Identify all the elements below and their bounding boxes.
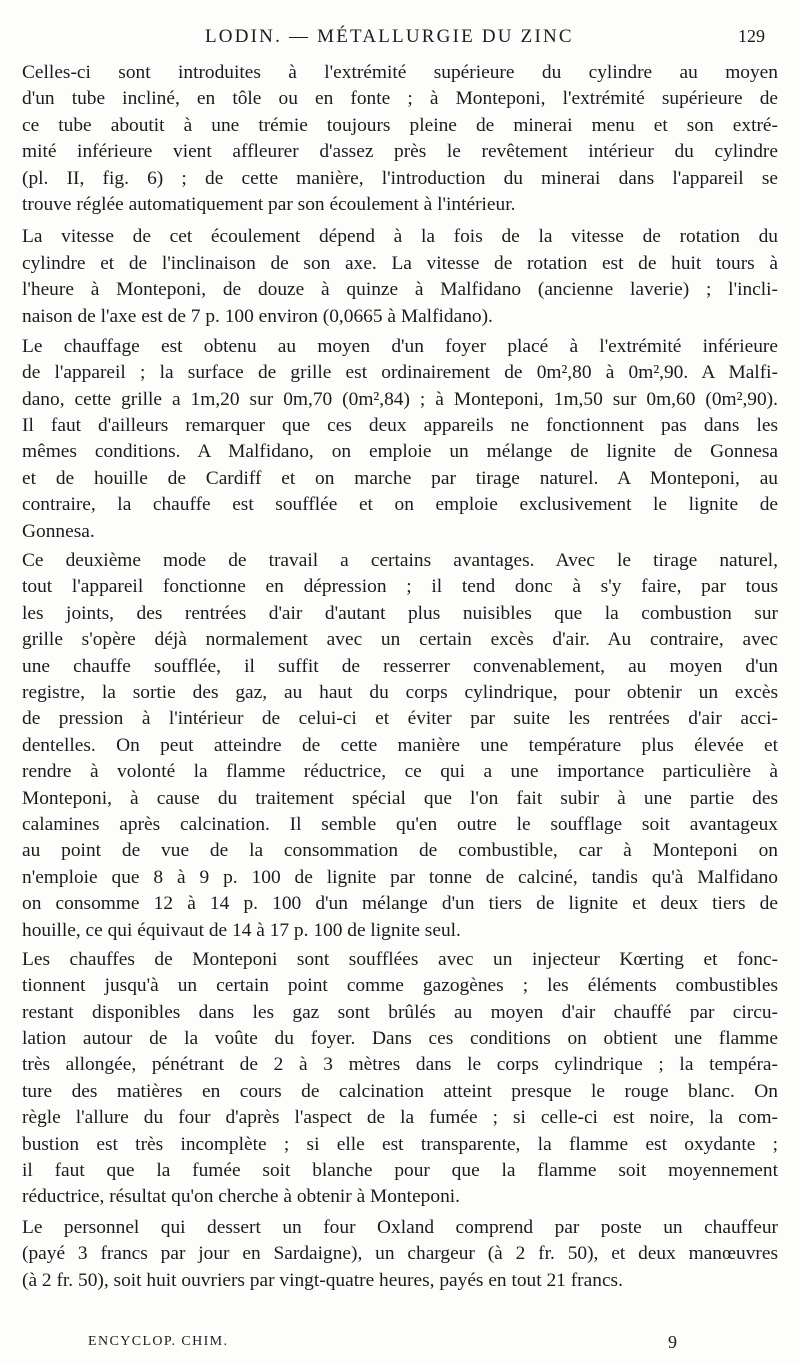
text-line: règle l'allure du four d'après l'aspect de la fumée ; si celle-ci est noire, la com- (22, 1107, 778, 1129)
page-footer (0, 1334, 800, 1358)
text-line: d'un tube incliné, en tôle ou en fonte ; à Monteponi, l'extrémité supérieure de (22, 88, 778, 110)
signature-mark: ENCYCLOP. CHIM. (88, 1334, 229, 1349)
paragraph (22, 947, 778, 1211)
text-line: Monteponi, à cause du traitement spécial que l'on fait subir à une partie des (22, 787, 778, 809)
text-line: Ce deuxième mode de travail a certains avantages. Avec le tirage naturel, (22, 550, 778, 572)
text-line: trouve réglée automatiquement par son écoulement à l'intérieur. (22, 193, 516, 215)
signature-number: 9 (668, 1332, 677, 1352)
paragraph (22, 334, 778, 545)
text-line: Gonnesa. (22, 520, 95, 542)
text-line: l'heure à Monteponi, de douze à quinze à Malfidano (ancienne laverie) ; l'incli- (22, 279, 778, 301)
text-line: dentelles. On peut atteindre de cette manière une température plus élevée et (22, 734, 778, 756)
text-line: mité inférieure vient affleurer d'assez près le revêtement intérieur du cylindre (22, 141, 778, 163)
text-line: La vitesse de cet écoulement dépend à la fois de la vitesse de rotation du (22, 226, 778, 248)
running-head (0, 20, 800, 50)
text-line: tionnent jusqu'à un certain point comme gazogènes ; les éléments combustibles (22, 975, 778, 997)
text-line: calamines après calcination. Il semble qu'en outre le soufflage soit avantageux (22, 813, 778, 835)
text-line: et de houille de Cardiff et on marche par tirage naturel. A Monteponi, au (22, 467, 778, 489)
text-line: bustion est très incomplète ; si elle est transparente, la flamme est oxydante ; (22, 1133, 778, 1155)
text-line: très allongée, pénétrant de 2 à 3 mètres dans le corps cylindrique ; la tempéra- (22, 1054, 778, 1076)
text-line: contraire, la chauffe est soufflée et on emploie exclusivement le lignite de (22, 494, 778, 516)
text-line: mêmes conditions. A Malfidano, on emploie un mélange de lignite de Gonnesa (22, 441, 778, 463)
text-line: Celles-ci sont introduites à l'extrémité supérieure du cylindre au moyen (22, 62, 778, 83)
text-line: registre, la sortie des gaz, au haut du corps cylindrique, pour obtenir un excès (22, 681, 778, 703)
text-line: restant disponibles dans les gaz sont brûlés au moyen d'air chauffé par circu- (22, 1001, 778, 1023)
paragraph (22, 1215, 778, 1294)
text-line: au point de vue de la consommation de combustible, car à Monteponi on (22, 840, 778, 862)
text-line: il faut que la fumée soit blanche pour que la flamme soit moyennement (22, 1160, 778, 1182)
paragraph (22, 60, 778, 218)
text-line: dano, cette grille a 1m,20 sur 0m,70 (0m²,84) ; à Monteponi, 1m,50 sur 0m,60 (0m²,90). (22, 388, 778, 410)
text-line: ce tube aboutit à une trémie toujours pleine de minerai menu et son extré- (22, 114, 778, 136)
text-line: Les chauffes de Monteponi sont soufflées avec un injecteur Kœrting et fonc- (22, 948, 778, 970)
text-line: lation autour de la voûte du foyer. Dans ces conditions on obtient une flamme (22, 1028, 778, 1050)
text-line: rendre à volonté la flamme réductrice, ce qui a une importance particulière à (22, 761, 778, 783)
text-line: naison de l'axe est de 7 p. 100 environ (0,0665 à Malfidano). (22, 305, 493, 327)
text-line: (payé 3 francs par jour en Sardaigne), un chargeur (à 2 fr. 50), et deux manœuvres (22, 1243, 778, 1265)
text-line: une chauffe soufflée, il suffit de resserrer convenablement, au moyen d'un (22, 655, 778, 677)
text-line: on consomme 12 à 14 p. 100 d'un mélange d'un tiers de lignite et deux tiers de (22, 893, 778, 915)
text-line: réductrice, résultat qu'on cherche à obtenir à Monteponi. (22, 1186, 460, 1208)
text-line: de l'appareil ; la surface de grille est ordinairement de 0m²,80 à 0m²,90. A Malfi- (22, 362, 778, 384)
running-head-title: LODIN. — MÉTALLURGIE DU ZINC (205, 26, 574, 47)
text-line: tout l'appareil fonctionne en dépression ; il tend donc à s'y faire, par tous (22, 576, 778, 598)
text-line: (à 2 fr. 50), soit huit ouvriers par vingt-quatre heures, payés en tout 21 francs. (22, 1269, 623, 1291)
paragraph (22, 548, 778, 944)
text-line: (pl. II, fig. 6) ; de cette manière, l'introduction du minerai dans l'appareil se (22, 167, 778, 189)
text-line: n'emploie que 8 à 9 p. 100 de lignite par tonne de calciné, tandis qu'à Malfidano (22, 866, 778, 888)
page-number: 129 (738, 26, 765, 46)
text-line: Il faut d'ailleurs remarquer que ces deux appareils ne fonctionnent pas dans les (22, 415, 778, 437)
text-line: de pression à l'intérieur de celui-ci et éviter par suite les rentrées d'air acci- (22, 708, 778, 730)
text-line: Le chauffage est obtenu au moyen d'un foyer placé à l'extrémité inférieure (22, 335, 778, 357)
text-line: ture des matières en cours de calcination atteint presque le rouge blanc. On (22, 1080, 778, 1102)
text-line: Le personnel qui dessert un four Oxland comprend par poste un chauffeur (22, 1216, 778, 1238)
text-line: grille s'opère déjà normalement avec un certain excès d'air. Au contraire, avec (22, 629, 778, 651)
text-line: cylindre et de l'inclinaison de son axe. La vitesse de rotation est de huit tours à (22, 252, 778, 274)
text-line: les joints, des rentrées d'air d'autant plus nuisibles que la combustion sur (22, 602, 778, 624)
body-text (22, 60, 778, 1294)
text-line: houille, ce qui équivaut de 14 à 17 p. 100 de lignite seul. (22, 919, 461, 941)
paragraph (22, 224, 778, 330)
